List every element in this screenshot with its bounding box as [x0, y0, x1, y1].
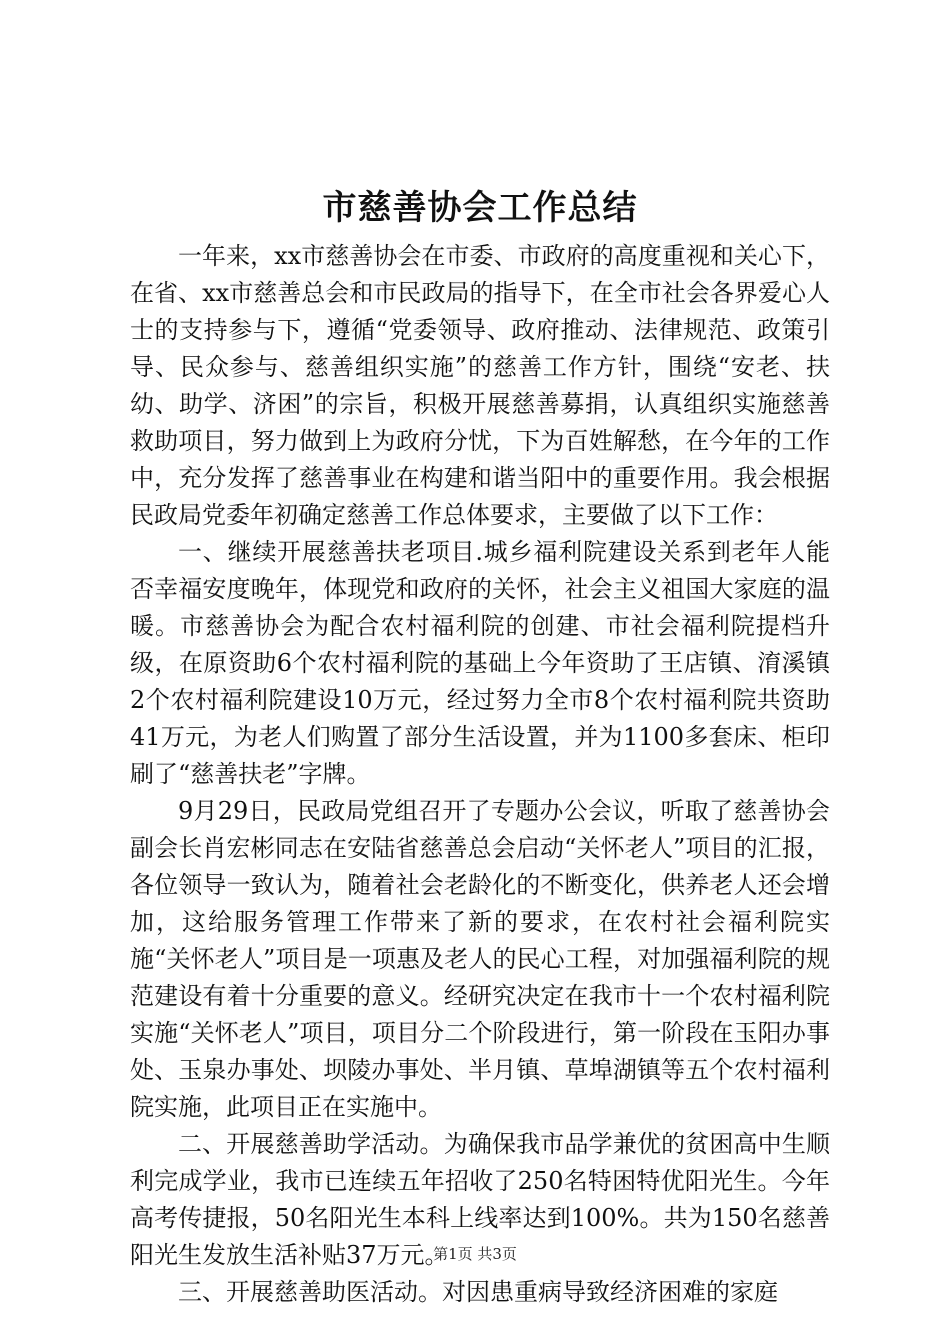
paragraph-section-1-detail: 9月29日，民政局党组召开了专题办公会议，听取了慈善协会副会长肖宏彬同志在安陆省慈善总会启动“关怀老人”项目的汇报，各位领导一致认为，随着社会老龄化的不断变化，供养老人还会增加，这给服务管理工作带来了新的要求，在农村社会福利院实施“关怀老人”项目是一项惠及老人的民心工程，对加强福利院的规范建设有着十分重要的意义。经研究决定在我市十一个农村福利院实施“关怀老人”项目，项目分二个阶段进行，第一阶段在玉阳办事处、玉泉办事处、坝陵办事处、半月镇、草埠湖镇等五个农村福利院实施，此项目正在实施中。 [130, 797, 830, 1121]
paragraph-section-2: 二、开展慈善助学活动。为确保我市品学兼优的贫困高中生顺利完成学业，我市已连续五年招收了250名特困特优阳光生。今年高考传捷报，50名阳光生本科上线率达到100%。共为150名慈善阳光生发放生活补贴37万元。 [130, 1130, 830, 1269]
paragraph-intro: 一年来，xx市慈善协会在市委、市政府的高度重视和关心下，在省、xx市慈善总会和市民政局的指导下，在全市社会各界爱心人士的支持参与下，遵循“党委领导、政府推动、法律规范、政策引导、民众参与、慈善组织实施”的慈善工作方针，围绕“安老、扶幼、助学、济困”的宗旨，积极开展慈善募捐，认真组织实施慈善救助项目，努力做到上为政府分忧，下为百姓解愁，在今年的工作中，充分发挥了慈善事业在构建和谐当阳中的重要作用。我会根据民政局党委年初确定慈善工作总体要求，主要做了以下工作： [130, 242, 830, 529]
document-title: 市慈善协会工作总结 [322, 188, 638, 228]
page-footer: 第1页 共3页 [433, 1245, 517, 1263]
paragraph-section-3: 三、开展慈善助医活动。对因患重病导致经济困难的家庭 [178, 1278, 778, 1306]
document-page [130, 182, 830, 1311]
paragraph-section-1: 一、继续开展慈善扶老项目.城乡福利院建设关系到老年人能否幸福安度晚年，体现党和政府的关怀，社会主义祖国大家庭的温暖。市慈善协会为配合农村福利院的创建、市社会福利院提档升级，在原资助6个农村福利院的基础上今年资助了王店镇、淯溪镇2个农村福利院建设10万元，经过努力全市8个农村福利院共资助41万元，为老人们购置了部分生活设置，并为1100多套床、柜印刷了“慈善扶老”字牌。 [130, 538, 830, 788]
